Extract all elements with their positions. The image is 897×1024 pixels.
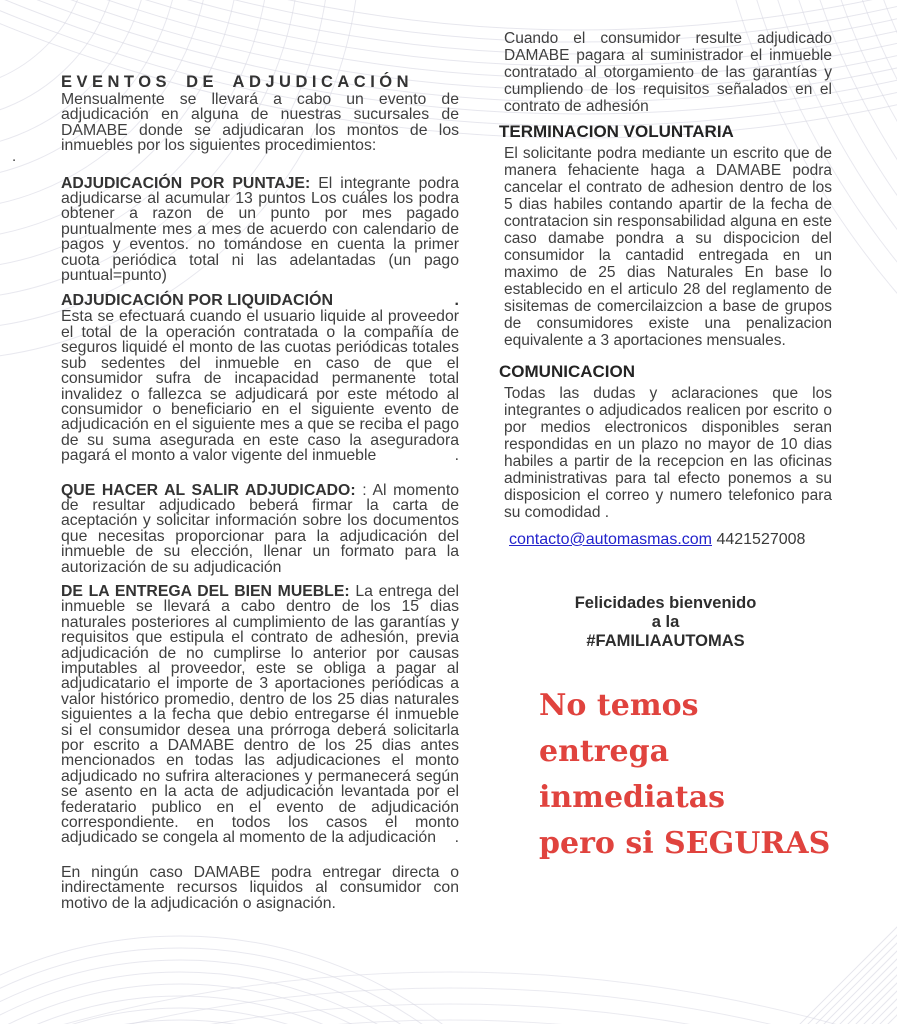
- paragraph-entrega-del-bien-mueble: [61, 584, 459, 846]
- inline-heading-que-hacer: QUE HACER AL SALIR ADJUDICADO:: [61, 481, 356, 499]
- slogan-line-3: pero si SEGURAS: [539, 826, 831, 861]
- paragraph-terminacion-voluntaria: [499, 145, 832, 349]
- contact-phone-number: 4421527008: [716, 531, 806, 548]
- slogan-red-text: [499, 683, 832, 867]
- heading-terminacion-voluntaria: TERMINACION VOLUNTARIA: [499, 122, 734, 141]
- paragraph-footer-note: [61, 865, 459, 911]
- liquidacion-trailing-dot: .: [454, 447, 459, 465]
- welcome-line-2: a la: [651, 613, 680, 631]
- slogan-line-2: inmediatas: [539, 780, 726, 815]
- welcome-line-3-hashtag: #FAMILIAAUTOMAS: [586, 632, 745, 650]
- section-title-eventos-adjudicacion: EVENTOS DE ADJUDICACIÓN: [61, 73, 414, 91]
- entrega-body: La entrega del inmueble se llevará a cabo dentro de los 15 dias naturales posteriores al cumplimiento de las garantías y requisitos que estipula el contrato de adhesión, previa adjudicación de no cumplirse lo anterior por causas imputables al proveedor, este se obliga a pagar al adjudicatario el importe de 3 aportaciones periódicas a valor histórico promedio, dentro de los 25 dias naturales siguientes a la fecha que debio entregarse él inmueble si el consumidor desea una prórroga deberá solicitarla por escrito a DAMABE dentro de los 25 dias antes mencionados en todas las adjudicaciones el monto adjudicado no sufrira alteraciones y permanecerá según se asento en la acta de adjudicación levantada por el federatario publico en el evento de adjudicación correspondiente. en todos los casos el monto adjudicado se congela al momento de la adjudicación: [61, 582, 460, 847]
- welcome-line-1: Felicidades bienvenido: [574, 594, 757, 612]
- stray-period-mark: .: [12, 148, 17, 165]
- heading-adjudicacion-por-liquidacion: [61, 293, 459, 309]
- welcome-message: [499, 594, 832, 651]
- paragraph-comunicacion: [499, 385, 832, 521]
- footer-note-text: En ningún caso DAMABE podra entregar directa o indirectamente recursos liquidos al consumidor con motivo de la adjudicación o asignación.: [61, 863, 459, 912]
- liquidacion-body: Esta se efectuará cuando el usuario liquide al proveedor el total de la operación contratada o la compañía de seguros liquidé el monto de las cuotas periódicas totales sub sedentes del inmueble en caso de que el consumidor sufra de incapacidad permanente total invalidez o fallezca se adjudicará por este método al consumidor o beneficiario en el siguiente evento de adjudicación en el siguiente mes a que se reciba el pago de su suma asegurada en este caso la aseguradora pagará el monto a valor vigente del inmueble: [61, 308, 459, 465]
- paragraph-adjudicacion-por-liquidacion: [61, 309, 459, 463]
- terminacion-body: El solicitante podra mediante un escrito que de manera fehaciente haga a DAMABE podra cancelar el contrato de adhesion dentro de los 5 dias habiles contando apartir de la fecha de contratacion sin responsabilidad alguna en este caso damabe pondra a su dispocicion del consumidor la cantadid entregada en un maximo de 25 dias Naturales En base lo establecido en el articulo 28 del reglamento de sisitemas de comercilaizcion a base de grupos de consumidores existe una penalizacion equivalente a 3 aportaciones mensuales.: [504, 145, 832, 349]
- contact-email-link[interactable]: contacto@automasmas.com: [509, 531, 712, 548]
- puntaje-body: El integrante podra adjudicarse al acumular 13 puntos Los cuáles los podra obtener a razon de un punto por mes pagado puntualmente mes a mes de acuerdo con calendario de pagos y eventos. no tomándose en cuenta la primer cuota periódica total ni las adelantadas (un pago puntual=punto): [61, 174, 459, 285]
- intro-text: Mensualmente se llevará a cabo un evento de adjudicación en alguna de nuestras sucursales de DAMABE donde se adjudicaran los montos de los inmuebles por los siguientes procedimientos:: [61, 91, 459, 155]
- right-intro-text: Cuando el consumidor resulte adjudicado DAMABE pagara al suministrador el inmueble contratado al otorgamiento de las garantías y cumpliendo de los requisitos señalados en el contrato de adhesión: [504, 30, 832, 115]
- left-column: [61, 72, 459, 911]
- slogan-line-1: No temos entrega: [539, 688, 699, 769]
- paragraph-intro: [61, 92, 459, 154]
- right-column: [499, 30, 832, 867]
- paragraph-right-intro: [499, 30, 832, 115]
- paragraph-que-hacer-al-salir-adjudicado: [61, 483, 459, 575]
- liquidacion-heading-dot: .: [454, 292, 459, 310]
- liquidacion-heading-text: ADJUDICACIÓN POR LIQUIDACIÓN: [61, 292, 334, 310]
- inline-heading-entrega-bien-mueble: DE LA ENTREGA DEL BIEN MUEBLE:: [61, 582, 350, 600]
- comunicacion-body: Todas las dudas y aclaraciones que los integrantes o adjudicados realicen por escrito o por medios electronicos disponibles seran respondidas en un plazo no mayor de 10 dias habiles a partir de la recepcion en las oficinas administrativas para tal efecto ponemos a su disposicion el correo y numero telefonico para su comodidad .: [504, 385, 832, 521]
- contact-row: [499, 531, 832, 548]
- inline-heading-puntaje: ADJUDICACIÓN POR PUNTAJE:: [61, 174, 311, 192]
- heading-comunicacion: COMUNICACION: [499, 362, 635, 381]
- paragraph-adjudicacion-por-puntaje: [61, 176, 459, 284]
- que-hacer-body: : Al momento de resultar adjudicado beberá firmar la carta de aceptación y solicitar información sobre los documentos que necesitas proporcionar para la adjudicación del inmueble de su elección, llenar un formato para la autorización de su adjudicación: [61, 481, 459, 576]
- entrega-trailing-dot: .: [454, 829, 459, 847]
